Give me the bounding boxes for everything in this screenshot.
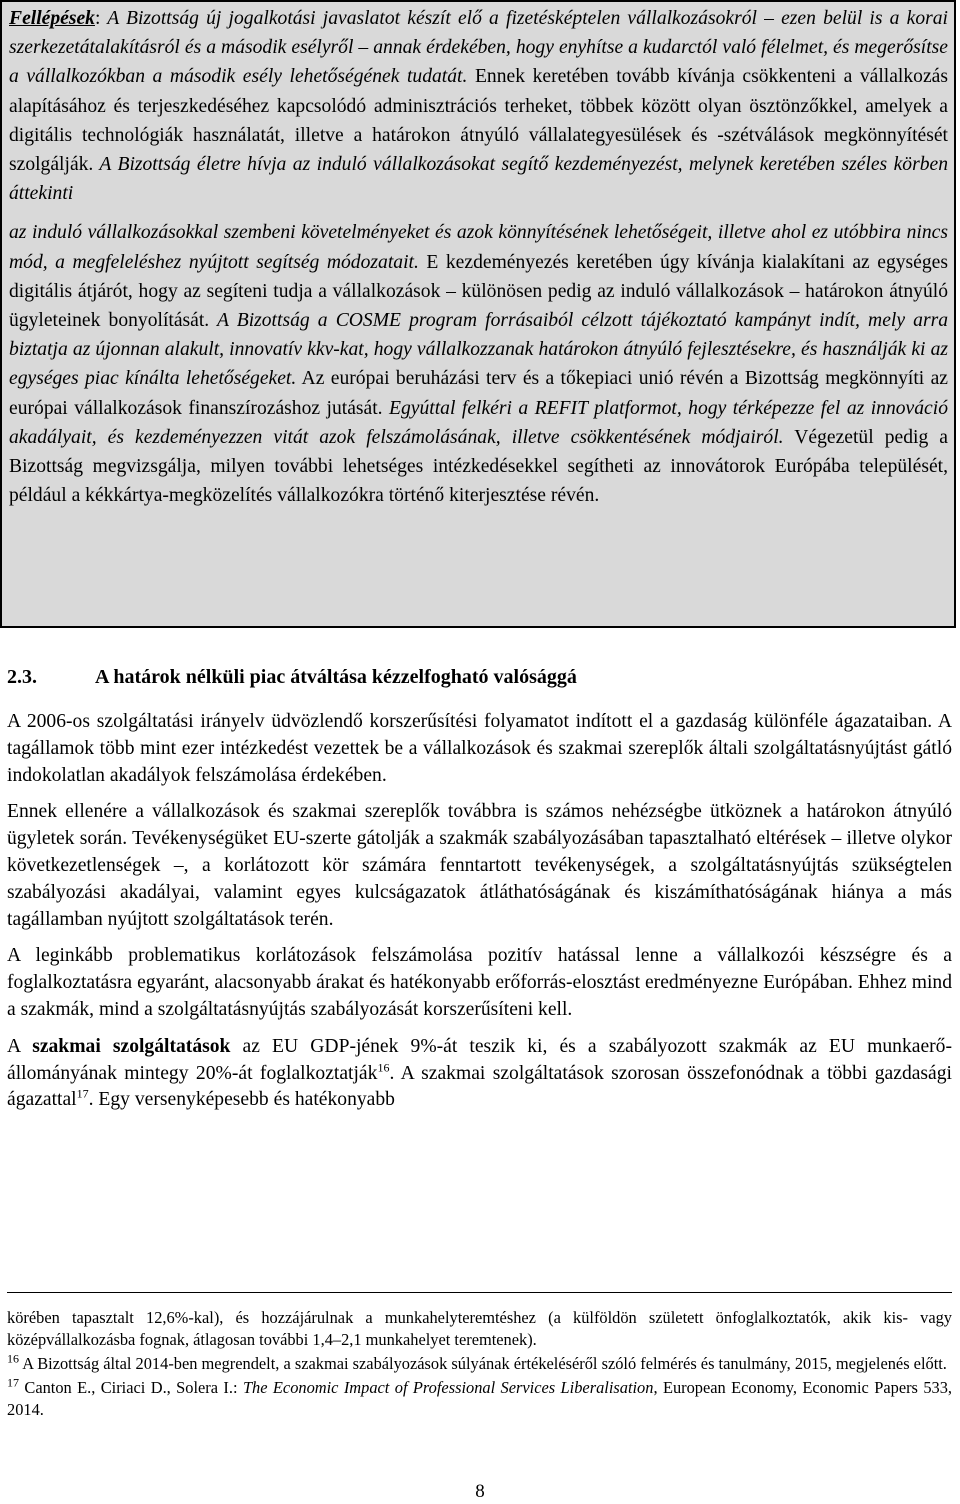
body-text-run: az EU GDP-jének 9%-át teszik ki, és a szabályozott szakmák az EU munkaerő-állományának mintegy 20%-át foglalkoztatják: [7, 1035, 952, 1084]
body-text-run: A: [7, 1035, 33, 1057]
actions-paragraph-2: [9, 218, 948, 510]
actions-text: A Bizottság a COSME program forrásaiból célzott tájékoztató kampányt indít, mely arra biztatja az újonnan alakult, innovatív kkv-kat, hogy vállalkozzanak határokon átnyúló fejlesztésekre, és használják ki az egységes piac kínálta lehetőségeket.: [9, 310, 949, 390]
actions-lead-colon: :: [94, 8, 101, 29]
footnote-ref-16[interactable]: 16: [377, 1060, 390, 1075]
footnote-ref-17[interactable]: 17: [76, 1086, 89, 1101]
section-title: A határok nélküli piac átváltása kézzelfogható valósággá: [95, 666, 577, 688]
footnote-16: [7, 1353, 952, 1375]
body-paragraph: A 2006-os szolgáltatási irányelv üdvözlendő korszerűsítési folyamatot indított el a gazdaság különféle ágazataiban. A tagállamok több mint ezer intézkedést vezettek be a vállalkozások és szakmai szereplők általi szolgáltatásnyújtást gátló indokolatlan akadályok felszámolása érdekében.: [7, 711, 952, 786]
section-heading: [7, 664, 952, 690]
footnotes: [7, 1307, 952, 1423]
actions-text: az induló vállalkozásokkal szembeni követelményeket és azok könnyítésének lehetőségeit, illetve ahol ez utóbbira nincs mód, a megfeleléshez nyújtott segítség módozatait.: [9, 222, 948, 273]
bold-term: szakmai szolgáltatások: [32, 1035, 231, 1057]
actions-lead: Fellépések: [9, 8, 95, 29]
footnote-text: Canton E., Ciriaci D., Solera I.:: [19, 1378, 243, 1397]
actions-text: A Bizottság életre hívja az induló vállalkozásokat segítő kezdeményezést, melynek keretében széles körben áttekinti: [9, 154, 948, 205]
body-text-run: . Egy versenyképesebb és hatékonyabb: [88, 1089, 395, 1111]
footnote-number: 17: [7, 1375, 19, 1390]
actions-text: Az európai beruházási terv és a tőkepiaci unió révén a Bizottság megkönnyíti az európai vállalkozások finanszírozáshoz jutását.: [9, 368, 948, 419]
actions-text: E kezdeményezés keretében úgy kívánja kialakítani az egységes digitális átjárót, hogy az segíteni tudja a vállalkozások – különösen pedig az induló vállalkozások – határokon átnyúló ügyleteinek bonyolítását.: [9, 251, 948, 332]
actions-paragraph-1: [9, 4, 948, 208]
body-paragraph: A leginkább problematikus korlátozások felszámolása pozitív hatással lenne a vállalkozói készségre és a foglalkoztatásra egyaránt, alacsonyabb árakat és hatékonyabb erőforrás-elosztást eredményezne Európában. Ehhez mind a szakmák, mind a szolgáltatásnyújtás szabályozását korszerűsíteni kell.: [7, 945, 952, 1020]
body-paragraph: [7, 1034, 952, 1114]
section-number: 2.3.: [7, 666, 37, 688]
actions-text: Végezetül pedig a Bizottság megvizsgálja, milyen további lehetséges intézkedésekkel segítheti az innovátorok Európába települését, például a kékkártya-megközelítés vállalkozókra történő kiterjesztése révén.: [9, 426, 948, 507]
footnote-continuation: körében tapasztalt 12,6%-kal), és hozzájárulnak a munkahelyteremtéshez (a külföldön született önfoglalkoztatók, akik kis- vagy középvállalkozásba fognak, átlagosan további 1,4–2,1 munkahelyet teremtenek).: [7, 1308, 952, 1349]
footnote-text: A Bizottság által 2014-ben megrendelt, a szakmai szabályozások súlyának értékeléséről szóló felmérés és tanulmány, 2015, megjelenés előtt.: [19, 1354, 947, 1373]
cited-title: The Economic Impact of Professional Services Liberalisation: [242, 1378, 654, 1397]
actions-text: Ennek keretében tovább kívánja csökkenteni a vállalkozás alapításához és terjeszkedéséhez kapcsolódó adminisztrációs terheket, többek között olyan ösztönzőkkel, amelyek a digitális technológiák használatát, illetve a határokon átnyúló vállalategyesülések és -szétválások megkönnyítését szolgálják.: [9, 66, 948, 176]
page-number: 8: [475, 1481, 485, 1502]
footnote-number: 16: [7, 1351, 19, 1366]
footnote-separator: [7, 1292, 952, 1293]
actions-text: A Bizottság új jogalkotási javaslatot készít elő a fizetésképtelen vállalkozásokról – ezen belül is a korai szerkezetátalakításról és a második esélyről – annak érdekében, hogy enyhítse a kudarctól való félelmet, és megerősítse a vállalkozókban a második esély lehetőségének tudatát.: [9, 8, 948, 88]
actions-text: Egyúttal felkéri a REFIT platformot, hogy térképezze fel az innováció akadályait, és kezdeményezzen vitát azok felszámolásának, illetve csökkentésének módjairól.: [9, 397, 948, 448]
body-paragraph: Ennek ellenére a vállalkozások és szakmai szereplők továbbra is számos nehézségbe ütköznek a határokon átnyúló ügyletek során. Tevékenységüket EU-szerte gátolják a szakmák szabályozásában tapasztalható eltérések – illetve olykor következetlenségek –, a korlátozott kör számára fenntartott tevékenységek, a szolgáltatásnyújtás szükségtelen szabályozási akadályai, valamint egyes kulcságazatok átláthatóságának és kiszámíthatóságának hiánya a más tagállamban nyújtott szolgáltatások terén.: [7, 801, 952, 930]
footnote-17: [7, 1377, 952, 1421]
body-text: [7, 709, 952, 1124]
body-text-run: . A szakmai szolgáltatások szorosan összefonódnak a többi gazdasági ágazattal: [7, 1062, 952, 1111]
footnote-text: , European Economy, Economic Papers 533, 2014.: [7, 1378, 953, 1419]
actions-box: [0, 0, 956, 628]
